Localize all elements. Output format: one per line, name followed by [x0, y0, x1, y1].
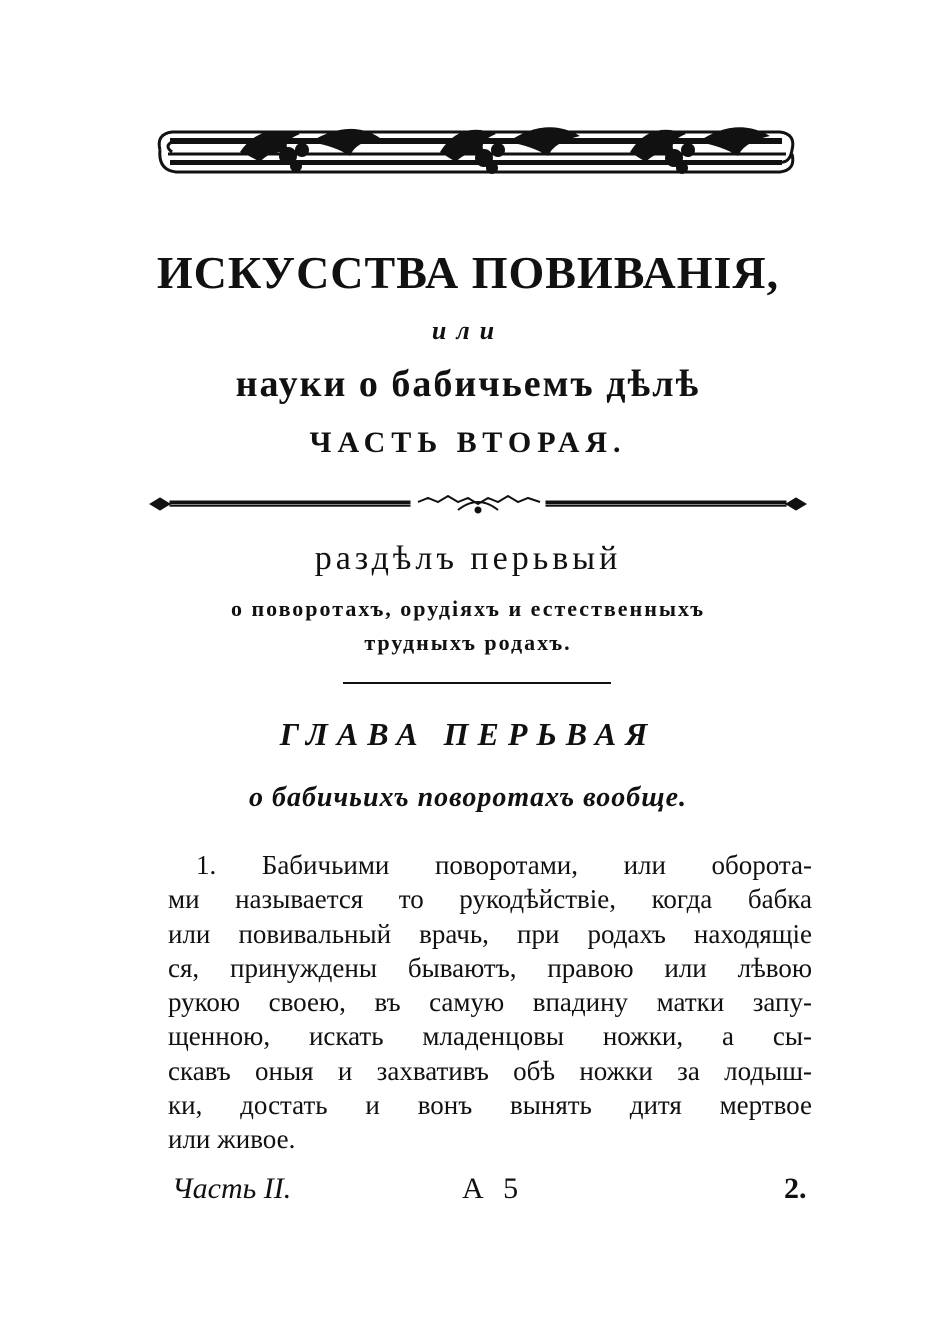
body-line: 1. Бабичьими поворотами, или оборота-	[196, 850, 812, 880]
chapter-subtitle: о бабичьихъ поворотахъ вообще.	[248, 782, 688, 813]
footer-catchword: 2.	[784, 1172, 807, 1205]
headpiece-ornament	[150, 112, 802, 188]
body-line: ки, достать и вонъ вынять дитя мертвое	[168, 1090, 812, 1121]
body-line: рукою своею, въ самую впадину матки запу-	[168, 987, 812, 1018]
horizontal-rule	[343, 682, 611, 684]
ornamental-divider	[148, 490, 808, 518]
body-line: щенною, искать младенцовы ножки, а сы-	[168, 1021, 812, 1052]
book-title: ИСКУССТВА ПОВИВАНІЯ,	[156, 247, 780, 298]
body-line: ми называется то рукодѣйствіе, когда бабка	[168, 884, 812, 915]
title-connector: или	[431, 316, 505, 345]
footer-part-label: Часть II.	[172, 1172, 292, 1205]
section-description-line-2: трудныхъ родахъ.	[364, 630, 572, 655]
body-paragraph	[168, 848, 812, 1157]
body-line: или живое.	[168, 1124, 296, 1155]
footer-signature-mark: А 5	[462, 1172, 525, 1205]
section-description-line-1: о поворотахъ, орудіяхъ и естественныхъ	[230, 596, 706, 621]
body-line: ся, принуждены бываютъ, правою или лѣвою	[168, 952, 812, 983]
part-title: ЧАСТЬ ВТОРАЯ.	[309, 426, 627, 459]
book-subtitle: науки о бабичьемъ дѣлѣ	[235, 363, 701, 405]
body-line: скавъ оныя и захвативъ обѣ ножки за лодыш-	[168, 1055, 812, 1086]
section-title: раздѣлъ перьвый	[314, 540, 622, 577]
body-line: или повивальный врачь, при родахъ находящіе	[168, 918, 812, 949]
chapter-title: ГЛАВА ПЕРЬВАЯ	[279, 716, 657, 752]
